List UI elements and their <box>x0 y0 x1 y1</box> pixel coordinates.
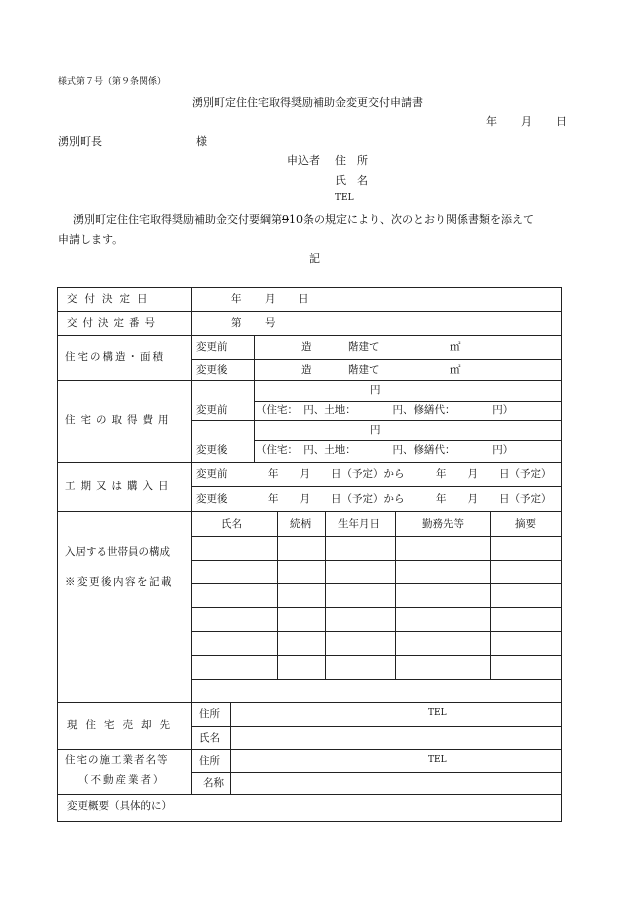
structure-after-kaidate: 階建て <box>348 364 380 376</box>
period-before-label: 変更前 <box>196 468 228 480</box>
addressee-honorific: 様 <box>196 135 207 148</box>
addressee: 湧別町長 <box>58 135 102 148</box>
label-real-estate: （不動産業者） <box>78 774 166 786</box>
form-number: 様式第７号（第９条関係） <box>58 77 167 87</box>
cost-after-label: 変更後 <box>196 444 228 456</box>
applicant-name-label: 氏 名 <box>335 174 368 187</box>
label-household-note: ※変更後内容を記載 <box>65 576 173 588</box>
label-household: 入居する世帯員の構成 <box>65 546 170 558</box>
label-period: 工期又は購入日 <box>65 480 174 492</box>
applicant-label: 申込者 <box>287 154 320 167</box>
col-remarks: 摘要 <box>515 518 536 530</box>
period-before-text: 年 月 日（予定）から 年 月 日（予定） <box>268 468 552 480</box>
structure-after-label: 変更後 <box>196 364 228 376</box>
intro-text-a: 湧別町定住住宅取得奨励補助金交付要綱第 <box>73 213 282 226</box>
decision-date-year: 年 <box>231 293 242 305</box>
contractor-name-label: 名称 <box>203 777 224 789</box>
decision-number-go: 号 <box>265 317 276 329</box>
date-month: 月 <box>521 115 532 128</box>
label-sale-destination: 現住宅売却先 <box>67 719 178 731</box>
intro-struck-number: 9 <box>282 213 289 226</box>
contractor-address-label: 住所 <box>199 755 220 767</box>
period-after-label: 変更後 <box>196 493 228 505</box>
sale-tel-label: TEL <box>428 708 447 718</box>
structure-before-kaidate: 階建て <box>348 341 380 353</box>
sale-name-label: 氏名 <box>199 732 220 744</box>
ki-label: 記 <box>309 252 320 265</box>
application-form-table <box>57 287 562 822</box>
intro-text-b: 10条の規定により、次のとおり関係書類を添えて <box>289 213 534 226</box>
decision-number-dai: 第 <box>231 317 242 329</box>
structure-before-zou: 造 <box>301 341 312 353</box>
sale-address-label: 住所 <box>199 708 220 720</box>
intro-line1 <box>73 214 534 225</box>
applicant-address-label: 住 所 <box>335 154 368 167</box>
cost-before-yen: 円 <box>370 384 381 396</box>
structure-before-label: 変更前 <box>196 341 228 353</box>
period-after-text: 年 月 日（予定）から 年 月 日（予定） <box>268 493 552 505</box>
applicant-tel-label: TEL <box>335 193 354 203</box>
label-decision-number: 交付決定番号 <box>67 317 160 329</box>
decision-date-month: 月 <box>265 293 276 305</box>
col-birthdate: 生年月日 <box>338 518 380 530</box>
date-year: 年 <box>486 115 497 128</box>
cost-after-yen: 円 <box>370 424 381 436</box>
label-decision-date: 交付決定日 <box>67 293 155 305</box>
contractor-tel-label: TEL <box>428 755 447 765</box>
col-workplace: 勤務先等 <box>422 518 464 530</box>
date-day: 日 <box>556 115 567 128</box>
col-name: 氏名 <box>221 518 242 530</box>
structure-after-m2: ㎡ <box>450 364 461 376</box>
structure-after-zou: 造 <box>301 364 312 376</box>
structure-before-m2: ㎡ <box>450 341 461 353</box>
intro-line2: 申請します。 <box>58 233 124 246</box>
cost-before-breakdown: （住宅： 円、土地： 円、修繕代： 円） <box>256 404 514 416</box>
cost-after-breakdown: （住宅： 円、土地： 円、修繕代： 円） <box>256 444 514 456</box>
label-structure-area: 住宅の構造・面積 <box>65 351 165 363</box>
label-acquisition-cost: 住宅の取得費用 <box>65 414 174 426</box>
label-contractor: 住宅の施工業者名等 <box>65 754 169 766</box>
label-change-summary: 変更概要（具体的に） <box>67 800 172 812</box>
decision-date-day: 日 <box>298 293 309 305</box>
page-title: 湧別町定住住宅取得奨励補助金変更交付申請書 <box>192 96 423 109</box>
col-relation: 続柄 <box>290 518 311 530</box>
cost-before-label: 変更前 <box>196 404 228 416</box>
